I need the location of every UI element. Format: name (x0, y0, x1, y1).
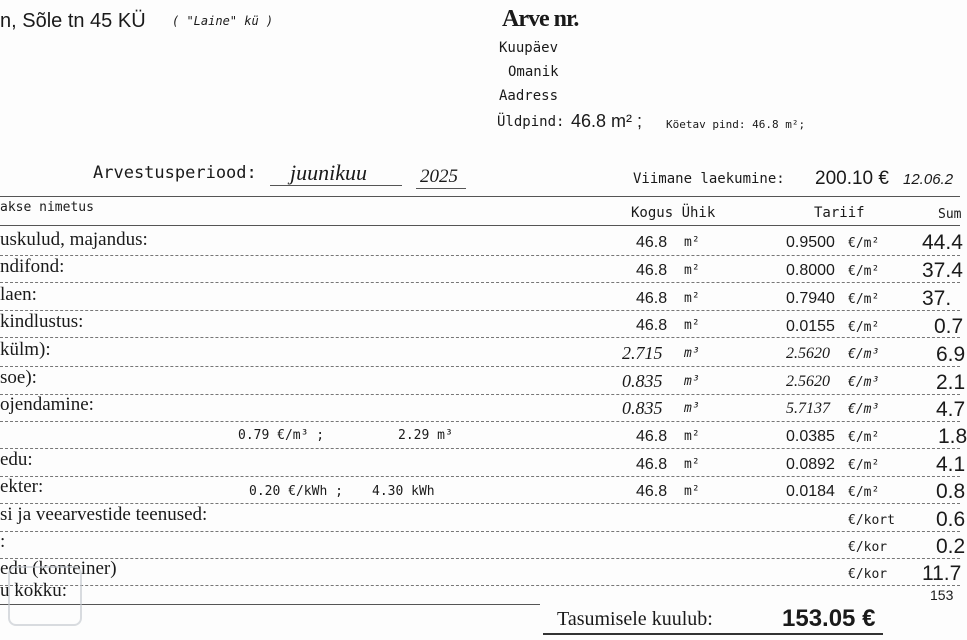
row-name: ekter: (0, 476, 44, 497)
row-unit: m² (684, 291, 700, 306)
row-name: külm): (0, 339, 51, 360)
period-year: 2025 (420, 166, 458, 187)
row-tariff-unit: €/kort (848, 513, 895, 528)
row-tariff: 5.7137 (786, 400, 830, 417)
row-tariff-unit: €/m³ (848, 347, 880, 362)
row-tariff: 0.0385 (786, 428, 835, 445)
row-tariff-unit: €/m² (848, 264, 880, 279)
row-name: si ja veearvestide teenused: (0, 504, 208, 525)
row-unit: m² (684, 318, 700, 333)
row-unit: m² (684, 263, 700, 278)
row-name: kindlustus: (0, 311, 84, 332)
row-sum: 6.9 (936, 343, 966, 366)
row-unit: m² (684, 429, 700, 444)
row-name: ojendamine: (0, 394, 94, 415)
row-sum: 11.7 (922, 562, 962, 585)
row-unit: m³ (684, 401, 700, 416)
row-qty: 46.8 (636, 483, 668, 500)
row-tariff-unit: €/m² (848, 236, 880, 251)
row-name: : (0, 531, 6, 552)
row-tariff: 0.0155 (786, 318, 835, 335)
row-note-rate: 0.79 €/m³ ; (238, 428, 325, 443)
row-sum: 44.4 (922, 231, 963, 254)
row-unit: m² (684, 484, 700, 499)
row-unit: m³ (684, 346, 700, 361)
row-tariff: 0.8000 (786, 262, 835, 279)
row-name: edu: (0, 449, 33, 470)
period-month: juunikuu (290, 160, 367, 185)
col-tariff-header: Tariif (814, 205, 865, 221)
row-tariff-unit: €/m³ (848, 402, 880, 417)
row-sum: 37. (922, 287, 952, 310)
last-payment-value: 200.10 € (815, 168, 889, 189)
area-label: Üldpind: (497, 114, 565, 130)
row-tariff-unit: €/m² (848, 430, 880, 445)
row-name: soe): (0, 367, 37, 388)
row-sum: 37.4 (922, 259, 963, 282)
row-sum: 0.2 (936, 535, 966, 558)
row-tariff-unit: €/m² (848, 292, 880, 307)
heated-area: Köetav pind: 46.8 m²; (666, 118, 806, 131)
row-qty: 46.8 (636, 317, 668, 334)
row-tariff-unit: €/kor (848, 540, 888, 555)
row-note-qty: 2.29 m³ (398, 428, 453, 443)
period-label: Arvestusperiood: (93, 163, 257, 183)
row-note-qty: 4.30 kWh (372, 484, 435, 499)
row-qty: 46.8 (636, 234, 668, 251)
row-sum: 0.7 (934, 315, 964, 338)
row-qty: 46.8 (636, 456, 668, 473)
row-name: laen: (0, 284, 37, 305)
stamp-icon (8, 566, 82, 626)
row-tariff: 0.9500 (786, 234, 835, 251)
row-sum: 2.1 (936, 371, 966, 394)
area-value: 46.8 m² ; (571, 111, 643, 131)
pay-label: Tasumisele kuulub: (557, 608, 713, 630)
date-label: Kuupäev (499, 40, 559, 56)
owner-label: Omanik (508, 64, 559, 80)
col-sum-header: Sum (938, 207, 962, 222)
address-label: Aadress (499, 88, 559, 104)
invoice-title: Arve nr. (502, 6, 579, 32)
last-payment-label: Viimane laekumine: (633, 171, 785, 187)
row-sum: 4.7 (936, 398, 966, 421)
row-tariff-unit: €/m² (848, 320, 880, 335)
row-tariff: 0.0184 (786, 483, 835, 500)
row-tariff: 2.5620 (786, 373, 830, 390)
row-name: uskulud, majandus: (0, 229, 148, 250)
row-tariff: 0.7940 (786, 290, 835, 307)
last-payment-date: 12.06.2 (903, 171, 954, 188)
row-tariff: 0.0892 (786, 456, 835, 473)
total-value: 153 (930, 587, 954, 603)
row-sum: 1.8 (938, 425, 967, 448)
building-address: n, Sõle tn 45 KÜ (0, 10, 146, 32)
row-tariff-unit: €/kor (848, 567, 888, 582)
row-tariff-unit: €/m² (848, 458, 880, 473)
col-name-header: akse nimetus (0, 200, 94, 215)
row-sum: 0.8 (936, 480, 966, 503)
col-qty-header: Kogus Ühik (631, 205, 716, 221)
total-label: u kokku: (0, 580, 68, 601)
row-tariff-unit: €/m³ (848, 375, 880, 390)
row-unit: m³ (684, 374, 700, 389)
row-qty: 0.835 (622, 398, 663, 418)
row-qty: 0.835 (622, 371, 663, 391)
row-tariff: 2.5620 (786, 345, 830, 362)
row-qty: 46.8 (636, 262, 668, 279)
row-name: edu (konteiner) (0, 558, 117, 579)
row-sum: 0.6 (936, 508, 966, 531)
building-note: ( "Laine" kü ) (172, 14, 274, 28)
row-unit: m² (684, 235, 700, 250)
row-note-rate: 0.20 €/kWh ; (249, 484, 343, 499)
pay-value: 153.05 € (782, 605, 876, 632)
row-name: ndifond: (0, 256, 65, 277)
row-qty: 46.8 (636, 428, 668, 445)
row-unit: m² (684, 457, 700, 472)
row-qty: 2.715 (622, 343, 663, 363)
row-tariff-unit: €/m² (848, 485, 880, 500)
row-sum: 4.1 (936, 453, 966, 476)
row-qty: 46.8 (636, 290, 668, 307)
